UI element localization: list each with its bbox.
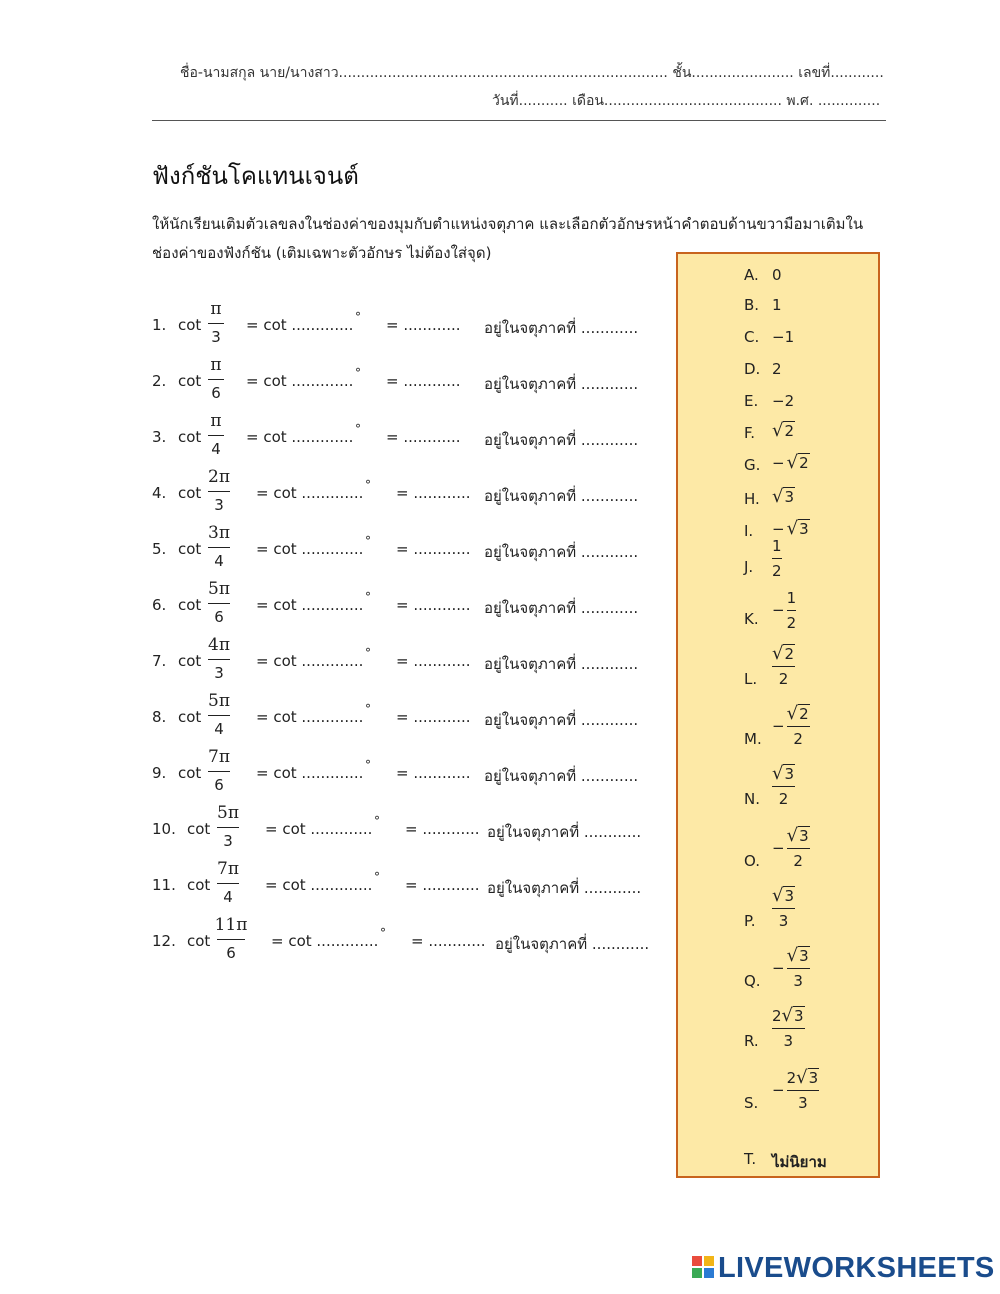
degree-blank[interactable]: = cot ............. <box>265 820 373 838</box>
option-letter: E. <box>744 392 759 410</box>
question-row <box>0 466 660 522</box>
answer-option <box>744 518 809 540</box>
option-letter: R. <box>744 1032 759 1050</box>
option-value <box>772 420 795 441</box>
degree-blank[interactable]: = cot ............. <box>246 372 354 390</box>
question-number: 9. <box>152 764 167 782</box>
degree-blank[interactable]: = cot ............. <box>246 316 354 334</box>
question-number: 10. <box>152 820 176 838</box>
fraction-denominator: 6 <box>211 384 221 402</box>
question-row <box>0 298 660 354</box>
angle-fraction <box>204 690 234 739</box>
option-letter: Q. <box>744 972 761 990</box>
radical-icon: √ <box>772 420 784 441</box>
option-value <box>772 452 810 473</box>
page-title: ฟังก์ชันโคแทนเจนต์ <box>152 162 359 190</box>
fraction-numerator: 3π <box>208 523 230 543</box>
question-number: 5. <box>152 540 167 558</box>
radical-icon: √ <box>781 1005 794 1026</box>
degree-blank[interactable]: = cot ............. <box>256 764 364 782</box>
fraction-bar <box>208 379 224 380</box>
minus-sign: − <box>772 959 785 977</box>
degree-blank[interactable]: = cot ............. <box>256 596 364 614</box>
option-value <box>772 764 795 809</box>
fraction-numerator <box>772 764 795 784</box>
fraction-numerator <box>772 644 795 664</box>
question-row <box>0 690 660 746</box>
square-root <box>787 704 810 724</box>
cot-label: cot <box>178 316 202 334</box>
option-fraction <box>772 886 795 931</box>
header-divider <box>152 120 886 121</box>
angle-fraction <box>213 858 243 907</box>
answer-option <box>744 885 795 930</box>
coefficient: 2 <box>772 1007 782 1025</box>
question-number: 7. <box>152 652 167 670</box>
fraction-denominator: 3 <box>783 1032 794 1050</box>
option-letter: C. <box>744 328 760 346</box>
degree-blank[interactable]: = cot ............. <box>265 876 373 894</box>
quadrant-blank[interactable]: อยู่ในจตุภาคที่ ............ <box>484 599 639 617</box>
degree-symbol: ° <box>374 870 380 884</box>
answer-option <box>744 703 809 748</box>
quadrant-blank[interactable]: อยู่ในจตุภาคที่ ............ <box>484 431 639 449</box>
square-root <box>772 420 795 441</box>
value-blank[interactable]: = ............ <box>386 428 461 446</box>
fraction-denominator: 2 <box>778 790 789 808</box>
angle-fraction <box>213 914 249 963</box>
radical-icon: √ <box>786 703 799 724</box>
option-fraction <box>787 588 797 633</box>
quadrant-blank[interactable]: อยู่ในจตุภาคที่ ............ <box>495 935 650 953</box>
square-root <box>787 1068 820 1088</box>
cot-label: cot <box>178 540 202 558</box>
square-root <box>772 764 795 784</box>
question-number: 11. <box>152 876 176 894</box>
fraction-denominator: 3 <box>211 328 221 346</box>
fraction-numerator: 5π <box>208 691 230 711</box>
question-number: 12. <box>152 932 176 950</box>
option-value <box>772 886 795 931</box>
degree-symbol: ° <box>355 422 361 436</box>
option-value: 1 <box>772 296 782 314</box>
option-letter: A. <box>744 266 759 284</box>
fraction-bar <box>208 659 230 660</box>
minus-sign: − <box>772 839 785 857</box>
option-letter: I. <box>744 522 754 540</box>
option-letter: S. <box>744 1094 759 1112</box>
radicand: 3 <box>808 1069 819 1087</box>
radicand: 2 <box>784 645 795 663</box>
option-fraction <box>772 1006 805 1051</box>
fraction-denominator: 2 <box>793 852 803 870</box>
question-number: 2. <box>152 372 167 390</box>
square-root <box>772 1006 805 1026</box>
radicand: 2 <box>784 422 795 440</box>
value-blank[interactable]: = ............ <box>386 372 461 390</box>
radical-icon: √ <box>772 643 784 664</box>
answer-option <box>744 452 809 474</box>
degree-symbol: ° <box>355 310 361 324</box>
fraction-denominator: 2 <box>793 730 803 748</box>
question-row <box>0 802 660 858</box>
fraction-bar <box>787 968 810 969</box>
degree-symbol: ° <box>380 926 386 940</box>
option-letter: B. <box>744 296 760 314</box>
option-letter: D. <box>744 360 761 378</box>
degree-symbol: ° <box>365 646 371 660</box>
value-blank[interactable]: = ............ <box>411 932 486 950</box>
fraction-bar <box>772 908 795 909</box>
minus-sign: − <box>772 717 785 735</box>
value-blank[interactable]: = ............ <box>396 596 471 614</box>
fraction-numerator: π <box>210 299 222 319</box>
value-blank[interactable]: = ............ <box>405 876 480 894</box>
degree-blank[interactable]: = cot ............. <box>256 484 364 502</box>
angle-fraction <box>204 578 234 627</box>
answer-option <box>744 537 782 580</box>
cot-label: cot <box>178 652 202 670</box>
question-row <box>0 634 660 690</box>
option-letter: G. <box>744 456 761 474</box>
angle-fraction <box>204 746 234 795</box>
date-line: วันที่........... เดือน........................................ พ.ศ. .............. <box>492 93 881 109</box>
value-blank[interactable]: = ............ <box>396 484 471 502</box>
fraction-numerator <box>772 886 795 906</box>
cot-label: cot <box>178 596 202 614</box>
fraction-numerator <box>787 1068 820 1088</box>
answer-option <box>744 643 795 688</box>
question-number: 1. <box>152 316 167 334</box>
option-value <box>772 946 810 991</box>
fraction-denominator: 3 <box>798 1094 808 1112</box>
instructions: ให้นักเรียนเติมตัวเลขลงในช่องค่าของมุมกับตำแหน่งจตุภาค และเลือกตัวอักษรหน้าคำตอบด้านขวามือมาเติมในช่องค่าของฟังก์ชัน (เติมเฉพาะตัวอักษร ไม่ต้องใส่จุด) <box>152 215 864 262</box>
radicand: 2 <box>799 454 809 472</box>
quadrant-blank[interactable]: อยู่ในจตุภาคที่ ............ <box>487 879 642 897</box>
option-letter: N. <box>744 790 760 808</box>
answer-option <box>744 360 782 378</box>
option-value <box>772 588 796 633</box>
degree-blank[interactable]: = cot ............. <box>256 540 364 558</box>
answer-option <box>744 825 809 870</box>
answer-option <box>744 328 795 346</box>
fraction-numerator: π <box>210 355 222 375</box>
option-value: −2 <box>772 392 795 410</box>
fraction-bar <box>217 827 239 828</box>
question-number: 6. <box>152 596 167 614</box>
radical-icon: √ <box>772 763 784 784</box>
fraction-denominator: 2 <box>786 614 797 632</box>
fraction-bar <box>208 715 230 716</box>
quadrant-blank[interactable]: อยู่ในจตุภาคที่ ............ <box>484 655 639 673</box>
square-root <box>772 886 795 906</box>
answer-option <box>744 392 795 410</box>
fraction-denominator: 6 <box>226 944 236 962</box>
square-root <box>787 946 810 966</box>
fraction-bar <box>208 435 224 436</box>
fraction-bar <box>208 547 230 548</box>
fraction-bar <box>217 939 245 940</box>
degree-symbol: ° <box>365 478 371 492</box>
fraction-denominator: 6 <box>214 776 224 794</box>
answer-choices-box <box>676 252 880 1178</box>
radicand: 3 <box>799 827 809 845</box>
radical-icon: √ <box>786 452 799 473</box>
answer-option <box>744 296 782 314</box>
option-fraction <box>772 644 795 689</box>
angle-fraction <box>204 522 234 571</box>
option-letter: H. <box>744 490 760 508</box>
option-letter: K. <box>744 610 759 628</box>
fraction-bar <box>208 491 230 492</box>
degree-symbol: ° <box>365 590 371 604</box>
fraction-denominator: 3 <box>214 664 224 682</box>
option-value <box>772 536 782 581</box>
answer-option <box>744 266 782 284</box>
angle-fraction <box>204 354 228 403</box>
option-value <box>772 486 795 507</box>
question-row <box>0 914 660 970</box>
fraction-bar <box>217 883 239 884</box>
angle-fraction <box>204 298 228 347</box>
logo-icon <box>692 1256 714 1278</box>
question-number: 4. <box>152 484 167 502</box>
option-letter: J. <box>744 558 754 576</box>
fraction-denominator: 4 <box>214 552 224 570</box>
degree-blank[interactable]: = cot ............. <box>246 428 354 446</box>
option-fraction <box>787 704 810 749</box>
answer-option <box>744 420 795 442</box>
option-fraction <box>787 826 810 871</box>
quadrant-blank[interactable]: อยู่ในจตุภาคที่ ............ <box>484 487 639 505</box>
option-fraction <box>772 536 782 581</box>
degree-symbol: ° <box>365 758 371 772</box>
angle-fraction <box>204 410 228 459</box>
fraction-denominator: 3 <box>214 496 224 514</box>
fraction-numerator: 1 <box>772 537 782 555</box>
answer-option <box>744 945 809 990</box>
degree-blank[interactable]: = cot ............. <box>256 652 364 670</box>
option-letter: T. <box>744 1150 757 1168</box>
fraction-denominator: 4 <box>214 720 224 738</box>
option-letter: P. <box>744 912 756 930</box>
cot-label: cot <box>178 484 202 502</box>
degree-symbol: ° <box>365 534 371 548</box>
cot-label: cot <box>178 372 202 390</box>
fraction-bar <box>208 603 230 604</box>
answer-option <box>744 763 795 808</box>
answer-option <box>744 1005 804 1050</box>
degree-blank[interactable]: = cot ............. <box>256 708 364 726</box>
square-root <box>787 826 810 846</box>
value-blank[interactable]: = ............ <box>396 652 471 670</box>
answer-option <box>744 486 795 508</box>
fraction-bar <box>787 1090 820 1091</box>
fraction-numerator <box>772 1006 805 1026</box>
fraction-bar <box>787 726 810 727</box>
coefficient: 2 <box>786 1069 797 1087</box>
question-row <box>0 522 660 578</box>
fraction-numerator: 2π <box>208 467 230 487</box>
degree-symbol: ° <box>374 814 380 828</box>
angle-fraction <box>213 802 243 851</box>
fraction-bar <box>208 771 230 772</box>
radical-icon: √ <box>796 1067 808 1088</box>
radicand: 3 <box>799 947 809 965</box>
fraction-denominator: 3 <box>793 972 803 990</box>
angle-fraction <box>204 634 234 683</box>
value-blank[interactable]: = ............ <box>396 540 471 558</box>
cot-label: cot <box>187 876 211 894</box>
quadrant-blank[interactable]: อยู่ในจตุภาคที่ ............ <box>484 767 639 785</box>
option-value <box>772 704 810 749</box>
degree-blank[interactable]: = cot ............. <box>271 932 379 950</box>
radical-icon: √ <box>772 486 784 507</box>
radicand: 2 <box>799 705 809 723</box>
radicand: 3 <box>799 520 809 538</box>
fraction-denominator: 4 <box>211 440 221 458</box>
minus-sign: − <box>772 601 785 619</box>
fraction-numerator: 11π <box>214 915 248 935</box>
answer-option <box>744 1150 827 1171</box>
fraction-denominator: 6 <box>214 608 224 626</box>
fraction-numerator <box>787 826 810 846</box>
fraction-denominator: 3 <box>223 832 233 850</box>
option-letter: L. <box>744 670 758 688</box>
radicand: 3 <box>784 887 795 905</box>
fraction-bar <box>772 666 795 667</box>
option-value <box>772 1006 805 1051</box>
question-row <box>0 410 660 466</box>
option-value: −1 <box>772 328 795 346</box>
question-row <box>0 858 660 914</box>
option-fraction <box>787 1068 820 1113</box>
quadrant-blank[interactable]: อยู่ในจตุภาคที่ ............ <box>484 319 639 337</box>
quadrant-blank[interactable]: อยู่ในจตุภาคที่ ............ <box>484 543 639 561</box>
option-value <box>772 644 795 689</box>
cot-label: cot <box>178 708 202 726</box>
radicand: 3 <box>794 1007 804 1025</box>
cot-label: cot <box>178 428 202 446</box>
value-blank[interactable]: = ............ <box>405 820 480 838</box>
quadrant-blank[interactable]: อยู่ในจตุภาคที่ ............ <box>484 375 639 393</box>
square-root <box>787 452 810 473</box>
cot-label: cot <box>178 764 202 782</box>
square-root <box>772 644 795 664</box>
answer-option <box>744 589 797 632</box>
fraction-numerator <box>787 704 810 724</box>
option-letter: O. <box>744 852 760 870</box>
radical-icon: √ <box>786 945 799 966</box>
fraction-bar <box>772 1028 805 1029</box>
value-blank[interactable]: = ............ <box>386 316 461 334</box>
fraction-bar <box>772 558 782 559</box>
fraction-numerator: 7π <box>217 859 239 879</box>
fraction-bar <box>787 848 810 849</box>
radical-icon: √ <box>786 825 799 846</box>
answer-option <box>744 1067 819 1112</box>
fraction-bar <box>787 610 797 611</box>
student-info-line: ชื่อ-นามสกุล นาย/นางสาว.......................................................................... ชั้น....................... เลขที่............ <box>180 65 884 81</box>
radicand: 3 <box>784 488 795 506</box>
question-row <box>0 578 660 634</box>
option-value <box>772 1068 819 1113</box>
minus-sign: − <box>772 454 785 472</box>
fraction-numerator <box>787 946 810 966</box>
question-number: 8. <box>152 708 167 726</box>
minus-sign: − <box>772 1081 785 1099</box>
logo-text: LIVEWORKSHEETS <box>718 1252 995 1284</box>
fraction-denominator: 3 <box>778 912 789 930</box>
value-blank[interactable]: = ............ <box>396 708 471 726</box>
fraction-denominator: 4 <box>223 888 233 906</box>
option-value: 0 <box>772 266 782 284</box>
fraction-numerator: 5π <box>208 579 230 599</box>
cot-label: cot <box>187 932 211 950</box>
minus-sign: − <box>772 520 785 538</box>
option-value <box>772 826 810 871</box>
angle-fraction <box>204 466 234 515</box>
option-value: 2 <box>772 360 782 378</box>
fraction-numerator: 4π <box>208 635 230 655</box>
fraction-denominator: 2 <box>778 670 789 688</box>
quadrant-blank[interactable]: อยู่ในจตุภาคที่ ............ <box>487 823 642 841</box>
fraction-numerator: 1 <box>786 589 797 607</box>
radical-icon: √ <box>786 518 799 539</box>
fraction-bar <box>208 323 224 324</box>
fraction-numerator: π <box>210 411 222 431</box>
square-root <box>787 518 810 539</box>
radicand: 3 <box>784 765 795 783</box>
option-letter: M. <box>744 730 762 748</box>
square-root <box>772 486 795 507</box>
fraction-numerator: 7π <box>208 747 230 767</box>
question-row <box>0 746 660 802</box>
quadrant-blank[interactable]: อยู่ในจตุภาคที่ ............ <box>484 711 639 729</box>
question-number: 3. <box>152 428 167 446</box>
fraction-numerator: 5π <box>217 803 239 823</box>
degree-symbol: ° <box>355 366 361 380</box>
radical-icon: √ <box>772 885 784 906</box>
option-letter: F. <box>744 424 755 442</box>
option-fraction <box>772 764 795 809</box>
fraction-denominator: 2 <box>772 562 782 580</box>
option-value: ไม่นิยาม <box>772 1153 827 1171</box>
degree-symbol: ° <box>365 702 371 716</box>
option-fraction <box>787 946 810 991</box>
value-blank[interactable]: = ............ <box>396 764 471 782</box>
question-row <box>0 354 660 410</box>
fraction-bar <box>772 786 795 787</box>
cot-label: cot <box>187 820 211 838</box>
